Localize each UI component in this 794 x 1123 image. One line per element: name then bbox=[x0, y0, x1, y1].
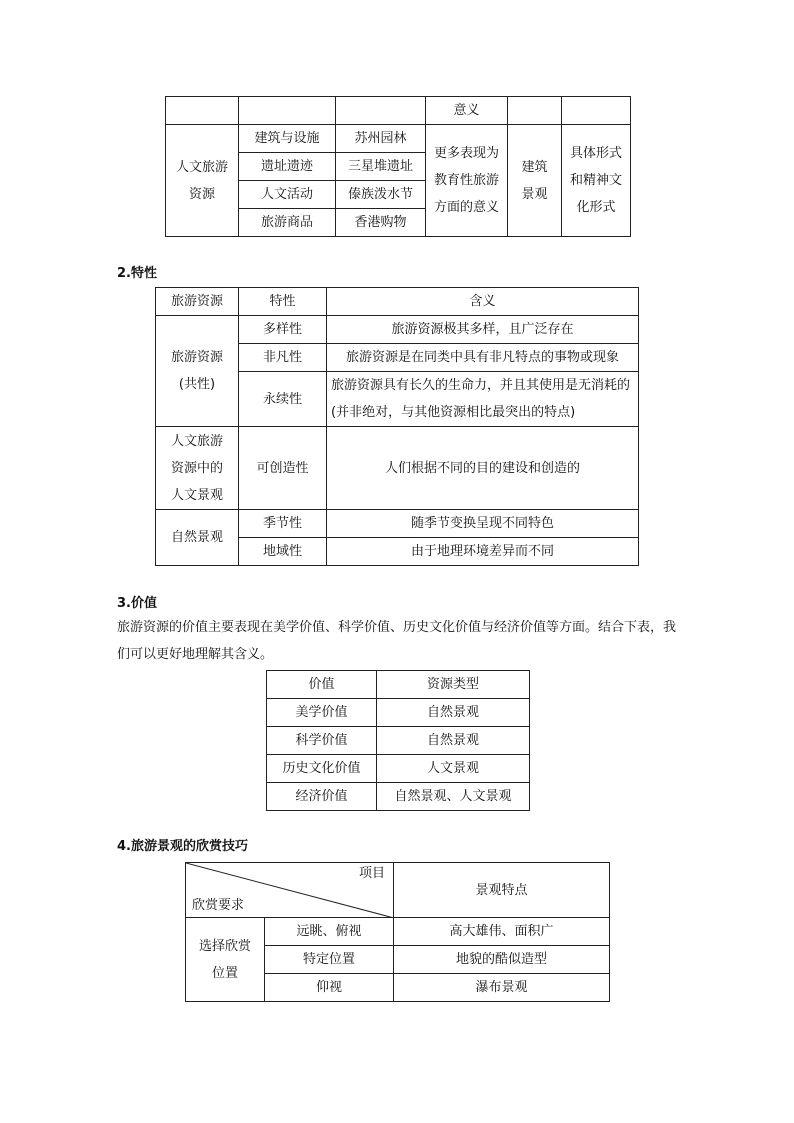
table1-top-cell: 意义 bbox=[426, 97, 508, 125]
resource-type-cell: 人文活动 bbox=[239, 181, 336, 209]
corner-top-label: 项目 bbox=[358, 866, 385, 881]
section2-heading: 2.特性 bbox=[117, 266, 157, 281]
table1-top-cell bbox=[562, 97, 631, 125]
group-cell: 自然景观 bbox=[156, 510, 239, 566]
header-cell: 旅游资源 bbox=[156, 288, 239, 316]
resource-type-cell: 人文景观 bbox=[377, 755, 530, 783]
trait-cell: 永续性 bbox=[239, 372, 327, 427]
feature-cell: 高大雄伟、面积广 bbox=[394, 918, 610, 946]
feature-cell: 地貌的酷似造型 bbox=[394, 946, 610, 974]
resource-type-cell: 建筑与设施 bbox=[239, 125, 336, 153]
header-cell: 价值 bbox=[267, 671, 377, 699]
meaning-cell: 由于地理环境差异而不同 bbox=[327, 538, 639, 566]
category-cell: 人文旅游资源 bbox=[166, 125, 239, 237]
resource-type-cell: 旅游商品 bbox=[239, 209, 336, 237]
example-cell: 傣族泼水节 bbox=[336, 181, 426, 209]
corner-bottom-label: 欣赏要求 bbox=[192, 898, 245, 913]
resource-type-cell: 遗址遗迹 bbox=[239, 153, 336, 181]
resource-type-cell: 自然景观 bbox=[377, 699, 530, 727]
feature-cell: 瀑布景观 bbox=[394, 974, 610, 1002]
form-cell: 具体形式和精神文化形式 bbox=[562, 125, 631, 237]
position-cell: 仰视 bbox=[265, 974, 394, 1002]
meaning-cell: 旅游资源具有长久的生命力，并且其使用是无消耗的(并非绝对，与其他资源相比最突出的特点) bbox=[327, 372, 639, 427]
header-cell: 特性 bbox=[239, 288, 327, 316]
header-cell: 资源类型 bbox=[377, 671, 530, 699]
example-cell: 香港购物 bbox=[336, 209, 426, 237]
header-cell: 含义 bbox=[327, 288, 639, 316]
section4-heading: 4.旅游景观的欣赏技巧 bbox=[117, 839, 248, 854]
value-cell: 历史文化价值 bbox=[267, 755, 377, 783]
human-resource-table bbox=[165, 96, 631, 237]
value-cell: 科学价值 bbox=[267, 727, 377, 755]
trait-cell: 地域性 bbox=[239, 538, 327, 566]
position-cell: 特定位置 bbox=[265, 946, 394, 974]
header-cell: 景观特点 bbox=[394, 863, 610, 918]
position-cell: 远眺、俯视 bbox=[265, 918, 394, 946]
value-paragraph: 旅游资源的价值主要表现在美学价值、科学价值、历史文化价值与经济价值等方面。结合下表，我们可以更好地理解其含义。 bbox=[117, 620, 677, 662]
trait-cell: 非凡性 bbox=[239, 344, 327, 372]
table1-top-cell bbox=[239, 97, 336, 125]
group-cell: 旅游资源(共性) bbox=[156, 316, 239, 427]
resource-type-cell: 自然景观 bbox=[377, 727, 530, 755]
meaning-cell: 旅游资源极其多样，且广泛存在 bbox=[327, 316, 639, 344]
meaning-cell: 人们根据不同的目的建设和创造的 bbox=[327, 427, 639, 510]
section3-heading: 3.价值 bbox=[117, 596, 157, 611]
trait-cell: 可创造性 bbox=[239, 427, 327, 510]
value-table bbox=[266, 670, 530, 811]
characteristics-table bbox=[155, 287, 639, 566]
appreciation-table bbox=[185, 862, 610, 1002]
table1-top-cell bbox=[508, 97, 562, 125]
diagonal-header-cell bbox=[186, 863, 394, 918]
value-cell: 美学价值 bbox=[267, 699, 377, 727]
example-cell: 三星堆遗址 bbox=[336, 153, 426, 181]
group-cell: 选择欣赏位置 bbox=[186, 918, 265, 1002]
group-cell: 人文旅游资源中的人文景观 bbox=[156, 427, 239, 510]
landscape-cell: 建筑景观 bbox=[508, 125, 562, 237]
value-cell: 经济价值 bbox=[267, 783, 377, 811]
meaning-cell: 随季节变换呈现不同特色 bbox=[327, 510, 639, 538]
meaning-cell: 旅游资源是在同类中具有非凡特点的事物或现象 bbox=[327, 344, 639, 372]
table1-top-cell bbox=[166, 97, 239, 125]
significance-cell: 更多表现为教育性旅游方面的意义 bbox=[426, 125, 508, 237]
example-cell: 苏州园林 bbox=[336, 125, 426, 153]
table1-top-cell bbox=[336, 97, 426, 125]
trait-cell: 多样性 bbox=[239, 316, 327, 344]
resource-type-cell: 自然景观、人文景观 bbox=[377, 783, 530, 811]
trait-cell: 季节性 bbox=[239, 510, 327, 538]
